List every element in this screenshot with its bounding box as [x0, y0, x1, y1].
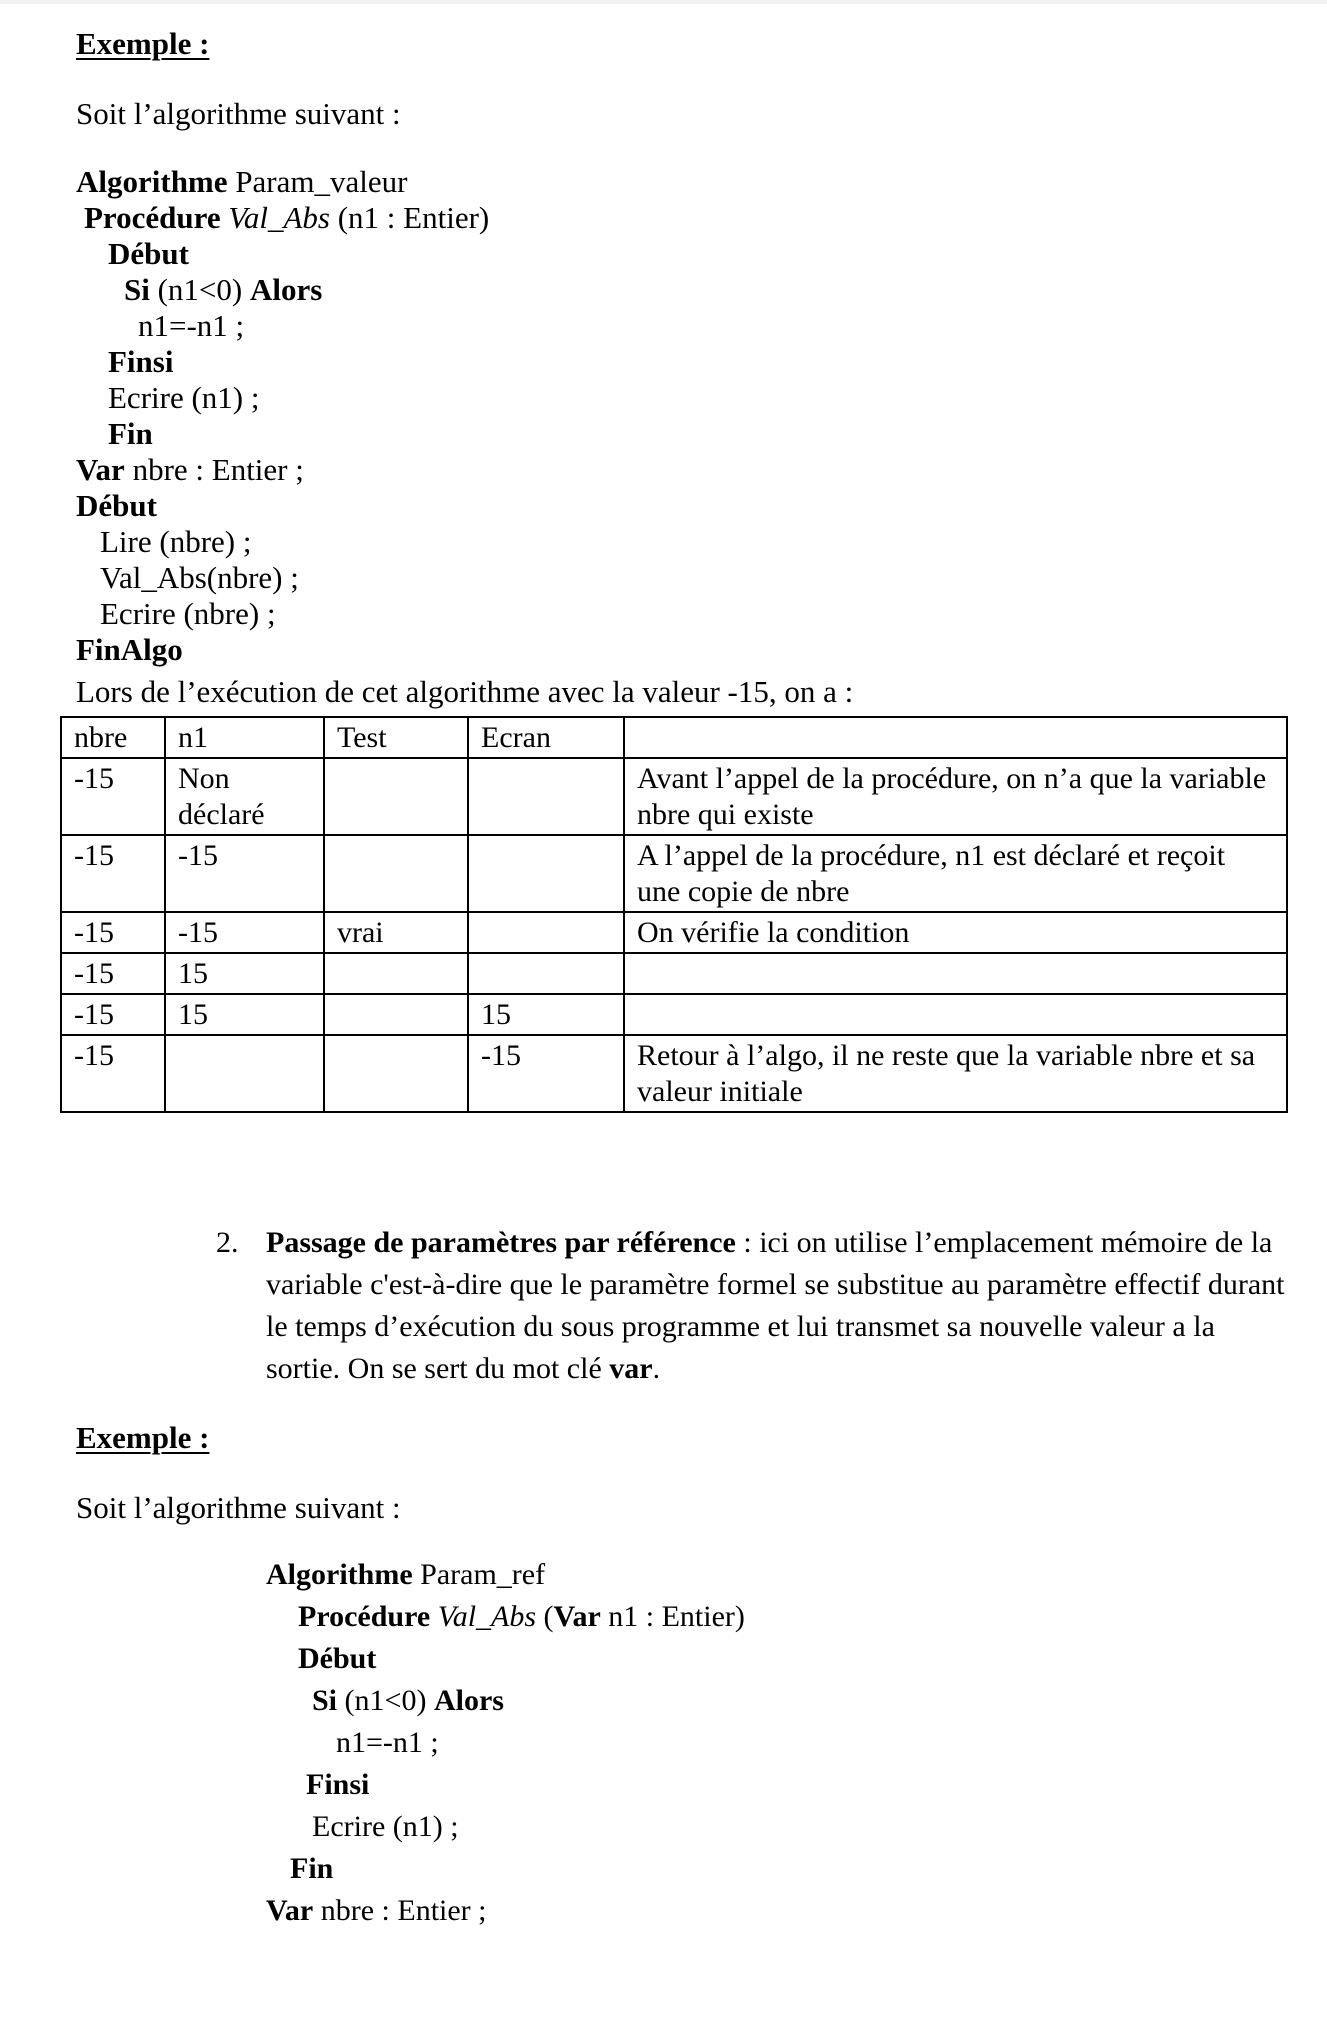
reference-paragraph — [266, 1222, 1286, 1390]
call-line: Val_Abs(nbre) ; — [100, 560, 299, 595]
cell-n1: 15 — [165, 994, 324, 1035]
condition: (n1<0) — [337, 1684, 434, 1717]
example-heading: Exemple : — [76, 26, 210, 61]
header-ecran: Ecran — [468, 717, 624, 758]
cell-n1: -15 — [165, 912, 324, 953]
cell-n1: 15 — [165, 953, 324, 994]
keyword-finsi: Finsi — [108, 344, 174, 379]
reference-end: . — [652, 1352, 661, 1385]
procedure-params: n1 : Entier) — [600, 1600, 745, 1633]
assign-line: n1=-n1 ; — [138, 308, 245, 343]
example-heading-2: Exemple : — [76, 1420, 210, 1455]
table-row — [61, 835, 1287, 912]
cell-nbre: -15 — [61, 1035, 165, 1112]
execution-intro: Lors de l’exécution de cet algorithme avec la valeur -15, on a : — [76, 674, 854, 709]
keyword-debut: Début — [108, 236, 189, 271]
reference-title: Passage de paramètres par référence — [266, 1226, 736, 1259]
header-nbre: nbre — [61, 717, 165, 758]
procedure-name: Val_Abs — [228, 200, 330, 235]
algo-header-line-2 — [266, 1554, 545, 1596]
cell-nbre: -15 — [61, 912, 165, 953]
cell-ecran — [468, 835, 624, 912]
keyword-fin: Fin — [108, 416, 153, 451]
var-decl: nbre : Entier ; — [313, 1894, 487, 1927]
keyword-algorithme: Algorithme — [76, 164, 228, 199]
keyword-alors: Alors — [433, 1684, 504, 1717]
cell-nbre: -15 — [61, 758, 165, 835]
table-row — [61, 758, 1287, 835]
cell-ecran — [468, 953, 624, 994]
table-row — [61, 994, 1287, 1035]
intro-text-2: Soit l’algorithme suivant : — [76, 1490, 401, 1525]
cell-comment: Retour à l’algo, il ne reste que la variable nbre et sa valeur initiale — [624, 1035, 1287, 1112]
table-row — [61, 1035, 1287, 1112]
assign-line-2: n1=-n1 ; — [336, 1726, 439, 1759]
reference-text: : ici on utilise l’emplacement mémoire de la variable c'est-à-dire que le paramètre formel se substitue au paramètre effectif durant le temps d’exécution du sous programme et lui transmet sa nouvelle valeur a la sortie. On se sert du mot clé — [266, 1226, 1285, 1385]
ecrire-n1-line: Ecrire (n1) ; — [108, 380, 260, 415]
cell-test — [324, 1035, 468, 1112]
ecrire-n1-line-2: Ecrire (n1) ; — [312, 1810, 459, 1843]
lire-line: Lire (nbre) ; — [100, 524, 252, 559]
page-top-edge — [0, 0, 1327, 4]
algo-header-line — [76, 164, 407, 200]
cell-test — [324, 835, 468, 912]
keyword-var-param: Var — [553, 1600, 601, 1633]
si-line — [124, 272, 322, 308]
cell-test — [324, 994, 468, 1035]
cell-test — [324, 953, 468, 994]
list-number: 2. — [216, 1226, 239, 1259]
var-decl-line-2 — [266, 1890, 487, 1932]
cell-n1 — [165, 1035, 324, 1112]
cell-ecran — [468, 912, 624, 953]
header-comment — [624, 717, 1287, 758]
var-decl: nbre : Entier ; — [124, 452, 304, 487]
keyword-finsi: Finsi — [306, 1768, 370, 1801]
algo-name: Param_ref — [412, 1558, 546, 1591]
keyword-debut: Début — [298, 1642, 377, 1675]
cell-ecran — [468, 758, 624, 835]
procedure-name: Val_Abs — [437, 1600, 537, 1633]
algo-name: Param_valeur — [227, 164, 408, 199]
table-row — [61, 912, 1287, 953]
procedure-params: (n1 : Entier) — [329, 200, 490, 235]
cell-nbre: -15 — [61, 953, 165, 994]
cell-n1: -15 — [165, 835, 324, 912]
keyword-si: Si — [124, 272, 150, 307]
cell-comment — [624, 953, 1287, 994]
keyword-var-inline: var — [609, 1352, 653, 1385]
keyword-procedure: Procédure — [298, 1600, 431, 1633]
keyword-var: Var — [266, 1894, 314, 1927]
keyword-fin: Fin — [290, 1852, 334, 1885]
keyword-var: Var — [76, 452, 125, 487]
keyword-finalgo: FinAlgo — [76, 632, 183, 667]
var-decl-line — [76, 452, 304, 488]
cell-nbre: -15 — [61, 835, 165, 912]
keyword-procedure: Procédure — [84, 200, 221, 235]
trace-header-row — [61, 717, 1287, 758]
cell-comment: A l’appel de la procédure, n1 est déclaré et reçoit une copie de nbre — [624, 835, 1287, 912]
table-row — [61, 953, 1287, 994]
trace-table — [60, 716, 1288, 1113]
cell-nbre: -15 — [61, 994, 165, 1035]
cell-test — [324, 758, 468, 835]
si-line-2 — [312, 1680, 504, 1722]
header-test: Test — [324, 717, 468, 758]
cell-ecran: -15 — [468, 1035, 624, 1112]
cell-n1: Non déclaré — [165, 758, 324, 835]
keyword-algorithme: Algorithme — [266, 1558, 413, 1591]
paren-open: ( — [536, 1600, 554, 1633]
cell-test: vrai — [324, 912, 468, 953]
keyword-si: Si — [312, 1684, 338, 1717]
keyword-alors: Alors — [250, 272, 323, 307]
keyword-debut-main: Début — [76, 488, 157, 523]
procedure-line — [84, 200, 489, 236]
header-n1: n1 — [165, 717, 324, 758]
procedure-line-2 — [298, 1596, 745, 1638]
cell-ecran: 15 — [468, 994, 624, 1035]
cell-comment: Avant l’appel de la procédure, on n’a que la variable nbre qui existe — [624, 758, 1287, 835]
cell-comment: On vérifie la condition — [624, 912, 1287, 953]
condition: (n1<0) — [149, 272, 250, 307]
ecrire-nbre-line: Ecrire (nbre) ; — [100, 596, 276, 631]
intro-text: Soit l’algorithme suivant : — [76, 96, 401, 131]
cell-comment — [624, 994, 1287, 1035]
